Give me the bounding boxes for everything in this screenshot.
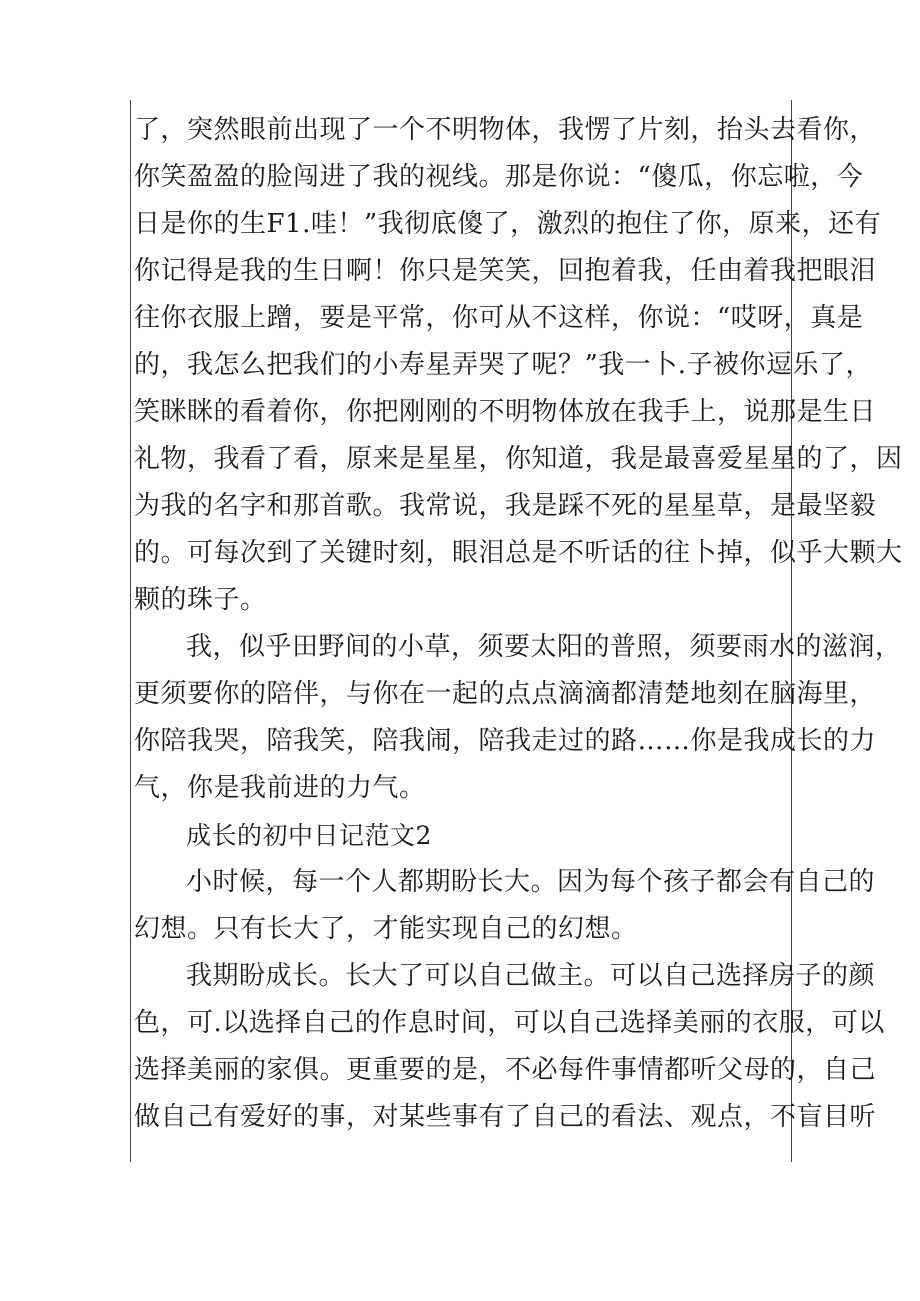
text-line: 选择美丽的家俱。更重要的是，不必每件事情都听父母的，自己 [134, 1055, 877, 1085]
text-line: 往你衣服上蹭，要是平常，你可从不这样，你说：“哎呀，真是 [134, 303, 864, 333]
text-line: 做自己有爱好的事，对某些事有了自己的看法、观点，不盲目听 [134, 1102, 877, 1132]
text-line: 更须要你的陪伴，与你在一起的点点滴滴都清楚地刻在脑海里， [134, 679, 877, 709]
text-line: 了，突然眼前出现了一个不明物体，我愣了片刻，抬头去看你， [134, 115, 877, 145]
text-line: 礼物，我看了看，原来是星星，你知道，我是最喜爱星星的了，因 [134, 444, 903, 474]
text-line: 幻想。只有长大了，才能实现自己的幻想。 [134, 914, 638, 944]
paragraph-start-line: 我，似乎田野间的小草，须要太阳的普照，须要雨水的滋润， [186, 632, 902, 662]
paragraph-start-line: 小时候，每一个人都期盼长大。因为每个孩子都会有自己的 [186, 867, 876, 897]
text-line: 的，我怎么把我们的小寿星弄哭了呢？”我一卜.子被你逗乐了， [134, 350, 873, 380]
text-line: 色，可.以选择自己的作息时间，可以自己选择美丽的衣服，可以 [134, 1008, 885, 1038]
text-line: 气，你是我前进的力气。 [134, 773, 426, 803]
text-line: 的。可每次到了关键时刻，眼泪总是不听话的往卜掉，似乎大颗大 [134, 538, 903, 568]
text-line: 你陪我哭，陪我笑，陪我闹，陪我走过的路……你是我成长的力 [134, 726, 877, 756]
text-line: 你笑盈盈的脸闯进了我的视线。那是你说：“傻瓜，你忘啦，今 [134, 162, 864, 192]
text-line: 颗的珠子。 [134, 585, 267, 615]
text-line: 你记得是我的生日啊！你只是笑笑，回抱着我，任由着我把眼泪 [134, 256, 877, 286]
paragraph-start-line: 我期盼成长。长大了可以自己做主。可以自己选择房子的颜 [186, 961, 876, 991]
text-line: 日是你的生F1.哇！”我彻底傻了，激烈的抱住了你，原来，还有 [134, 209, 882, 239]
text-line: 为我的名字和那首歌。我常说，我是踩不死的星星草，是最坚毅 [134, 491, 877, 521]
document-body [134, 107, 903, 1141]
text-line: 笑眯眯的看着你，你把刚刚的不明物体放在我手上，说那是生日 [134, 397, 877, 427]
section-heading: 成长的初中日记范文2 [186, 821, 432, 850]
